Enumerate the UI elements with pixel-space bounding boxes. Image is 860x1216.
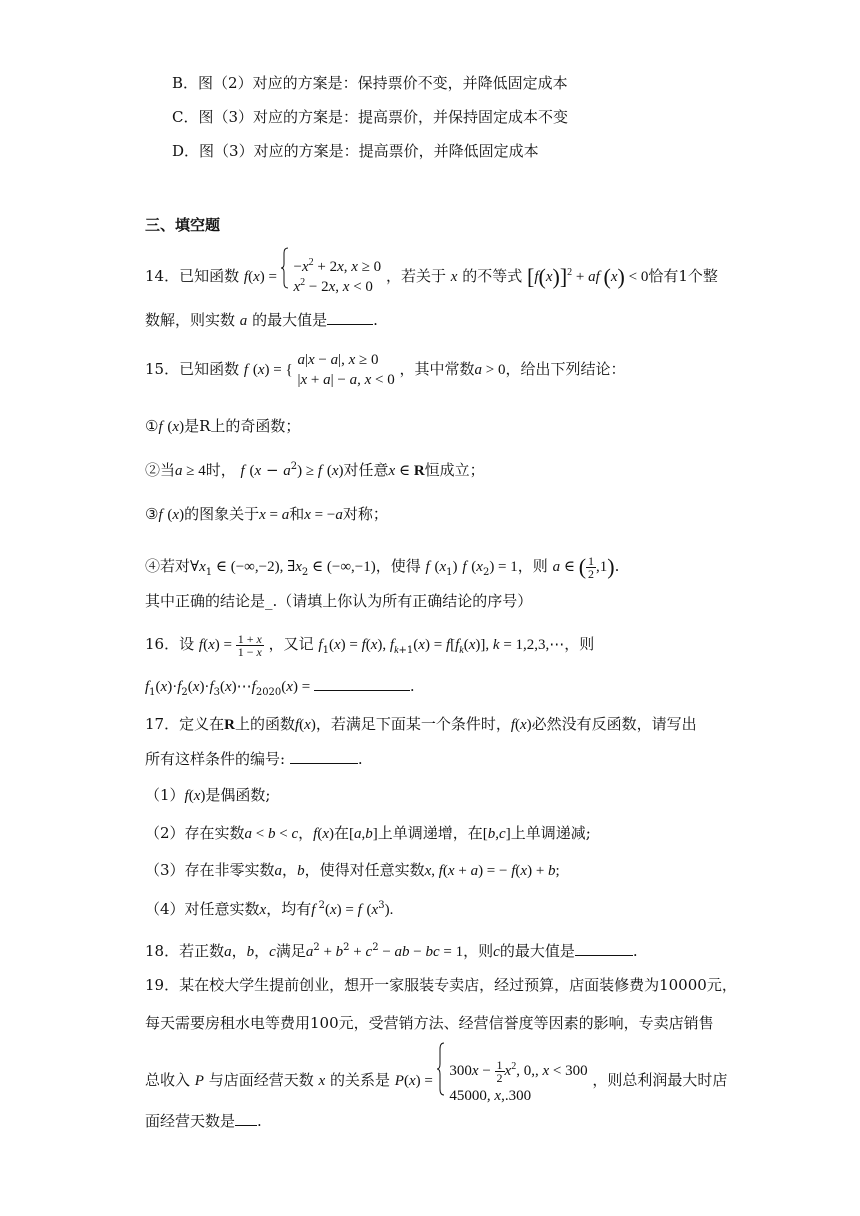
- answer-blank[interactable]: [575, 941, 633, 956]
- q16-number: 16．: [145, 635, 180, 653]
- q17-condition-4: （4）对任意实数x，均有f $^2$(x) = f $(x^3)$.: [145, 900, 394, 918]
- q17-condition-3: （3）存在非零实数a，b，使得对任意实数x, f(x + a) = − f(x) + b;: [145, 861, 560, 879]
- q14-piecewise: $-x^2 + 2x$, x ≥ 0 $x^2 - 2x$, x < 0: [293, 257, 382, 295]
- q15-conclusion-1: ①f (x)是R上的奇函数；: [145, 417, 301, 435]
- q14-number: 14．: [145, 267, 180, 285]
- q16-line2: $f_1(x)\cdot f_2(x)\cdot f_3(x)\cdots f_{2020}(x)$ = .: [145, 677, 415, 698]
- option-d: D．图（3）对应的方案是：提高票价，并降低固定成本: [172, 142, 539, 160]
- q19-line4: 面经营天数是 .: [145, 1112, 262, 1130]
- q15-conclusion-2: ②当a ≥ 4时， f $(x - a^2) \ge f$ (x)对任意x ∈ R恒成立；: [145, 461, 485, 479]
- q15-number: 15．: [145, 360, 180, 378]
- q17-condition-1: （1）f(x)是偶函数;: [145, 786, 271, 804]
- question-15: 15．已知函数 f (x) = { a|x − a|, x ≥ 0 |x + a| − a, x < 0 ，其中常数a > 0，给出下列结论：: [145, 352, 626, 388]
- q15-end: 其中正确的结论是_.（请填上你认为所有正确结论的序号）: [145, 592, 533, 610]
- q17-condition-2: （2）存在实数a < b < c，f(x)在[a,b]上单调递增，在[b,c]上单调递减;: [145, 824, 591, 842]
- section-title: 三、填空题: [145, 216, 221, 234]
- question-17: 17．定义在R上的函数f(x)，若满足下面某一个条件时，f(x)必然没有反函数，请写出: [145, 715, 697, 733]
- question-18: 18．若正数a，b，c满足$a^2 + b^2 + c^2$ − ab − bc = 1，则c的最大值是 .: [145, 942, 638, 960]
- answer-blank[interactable]: [290, 749, 358, 764]
- q17-line2: 所有这样条件的编号: .: [145, 750, 363, 768]
- question-16: 16．设 f(x) = $\frac{1 + x}{1 - x}$ ，又记 $f_1(x) = f(x)$, $f_{k+1}(x) = f[f_k(x)]$, k = 1,2,3,⋯，则: [145, 631, 595, 659]
- q18-number: 18．: [145, 942, 180, 960]
- q17-number: 17．: [145, 715, 180, 733]
- piecewise-brace: [281, 247, 289, 307]
- piecewise-brace: [437, 1042, 445, 1120]
- question-19: 19．某在校大学生提前创业，想开一家服装专卖店，经过预算，店面装修费为10000元，: [145, 976, 737, 994]
- q19-line3: 总收入 P 与店面经营天数 x 的关系是 P(x) = 300x − $\frac{1}{2}$ $x^2$, 0,, x < 300 45000, x,.300 ，则总利润最大时店: [145, 1042, 727, 1120]
- q14-line2: 数解，则实数 a 的最大值是 .: [145, 311, 378, 329]
- q19-piecewise: 300x − $\frac{1}{2}$ $x^2$, 0,, x < 300 45000, x,.300: [449, 1058, 588, 1104]
- q19-number: 19．: [145, 976, 180, 994]
- question-14: 14．已知函数 f(x) = $-x^2 + 2x$, x ≥ 0 $x^2 - 2x$, x < 0 ，若关于 x 的不等式 $[f(x)]^2$ + af (x) < 0恰有1个整: [145, 247, 718, 307]
- option-c: C．图（3）对应的方案是：提高票价，并保持固定成本不变: [172, 108, 569, 126]
- answer-blank[interactable]: [235, 1111, 257, 1126]
- answer-blank[interactable]: [314, 676, 410, 691]
- option-b: B．图（2）对应的方案是：保持票价不变，并降低固定成本: [172, 74, 568, 92]
- q15-conclusion-4: ④若对$\forall x_1$ ∈ (−∞,−2), $\exists x_2$ ∈ (−∞,−1)，使得 f $(x_1)$ f $(x_2) = 1$，则 a ∈ ( $\frac{1}{2}$ ,1).: [145, 553, 620, 581]
- q15-piecewise: a|x − a|, x ≥ 0 |x + a| − a, x < 0: [297, 352, 395, 388]
- answer-blank[interactable]: [327, 310, 373, 325]
- q19-line2: 每天需要房租水电等费用100元，受营销方法、经营信誉度等因素的影响，专卖店销售: [145, 1014, 714, 1032]
- q15-conclusion-3: ③f (x)的图象关于x = a和x = −a对称；: [145, 505, 388, 523]
